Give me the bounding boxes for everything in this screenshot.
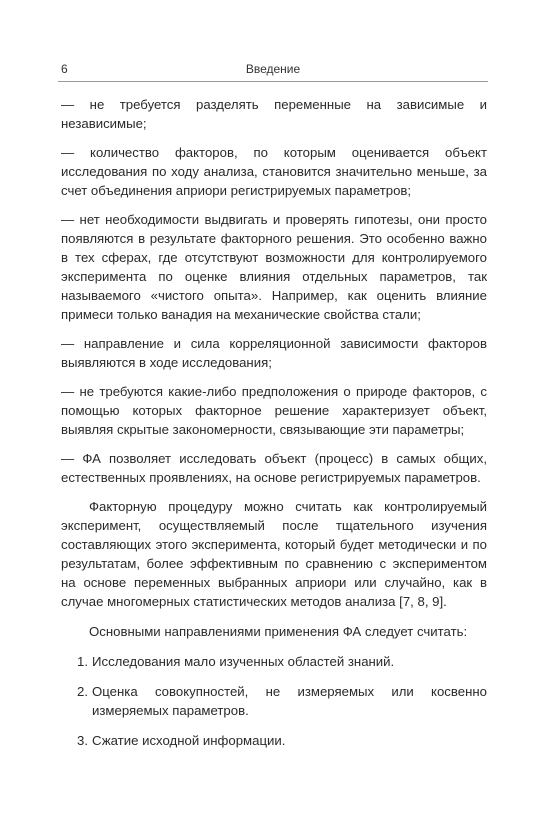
running-title: Введение <box>245 62 301 76</box>
numbered-item <box>61 682 487 720</box>
page-header <box>58 62 488 80</box>
list-item <box>61 449 487 487</box>
item-text: Сжатие исходной информации. <box>92 733 286 748</box>
list-item-text: — ФА позволяет исследовать объект (процесс) в самых общих, естественных проявлениях, на основе регистрируемых параметров. <box>61 451 487 485</box>
list-item <box>61 210 487 324</box>
item-number: 3. <box>77 733 88 748</box>
list-item-text: — направление и сила корреляционной зависимости факторов выявляются в ходе исследования; <box>61 336 487 370</box>
list-item <box>61 334 487 372</box>
numbered-item <box>61 731 487 750</box>
dash-list <box>61 95 487 487</box>
body-paragraph: Факторную процедуру можно считать как контролируемый эксперимент, осуществляемый после тщательного изучения составляющих этого эксперимента, который будет методически и по результатам, более эффективным по сравнению с экспериментом на основе переменных выбранных априори или случайно, как в случае многомерных статистических методов анализа [7, 8, 9]. <box>61 499 487 609</box>
item-number: 2. <box>77 684 88 699</box>
list-item <box>61 143 487 200</box>
header-rule <box>58 81 488 82</box>
list-item-text: — нет необходимости выдвигать и проверять гипотезы, они просто появляются в результате факторного решения. Это особенно важно в тех сферах, где отсутствуют возможности для контролируемого эксперимента по оценке влияния отдельных параметров, так называемого «чистого опыта». Например, как оценить влияние примеси только ванадия на механические свойства стали; <box>61 212 487 322</box>
item-text: Исследования мало изученных областей знаний. <box>92 654 395 669</box>
page-number: 6 <box>61 62 68 76</box>
list-item-text: — количество факторов, по которым оценивается объект исследования по ходу анализа, становится значительно меньше, за счет объединения априори регистрируемых параметров; <box>61 145 487 198</box>
item-text: Оценка совокупностей, не измеряемых или косвенно измеряемых параметров. <box>92 684 487 718</box>
list-item-text: — не требуются какие-либо предположения о природе факторов, с помощью которых факторное решение характеризует объект, выявляя скрытые закономерности, связывающие эти параметры; <box>61 384 487 437</box>
list-item <box>61 95 487 133</box>
page-body <box>61 95 487 761</box>
list-item-text: — не требуется разделять переменные на зависимые и независимые; <box>61 97 487 131</box>
numbered-list <box>61 652 487 750</box>
lead-paragraph: Основными направлениями применения ФА следует считать: <box>89 624 468 639</box>
item-number: 1. <box>77 654 88 669</box>
list-item <box>61 382 487 439</box>
numbered-item <box>61 652 487 671</box>
